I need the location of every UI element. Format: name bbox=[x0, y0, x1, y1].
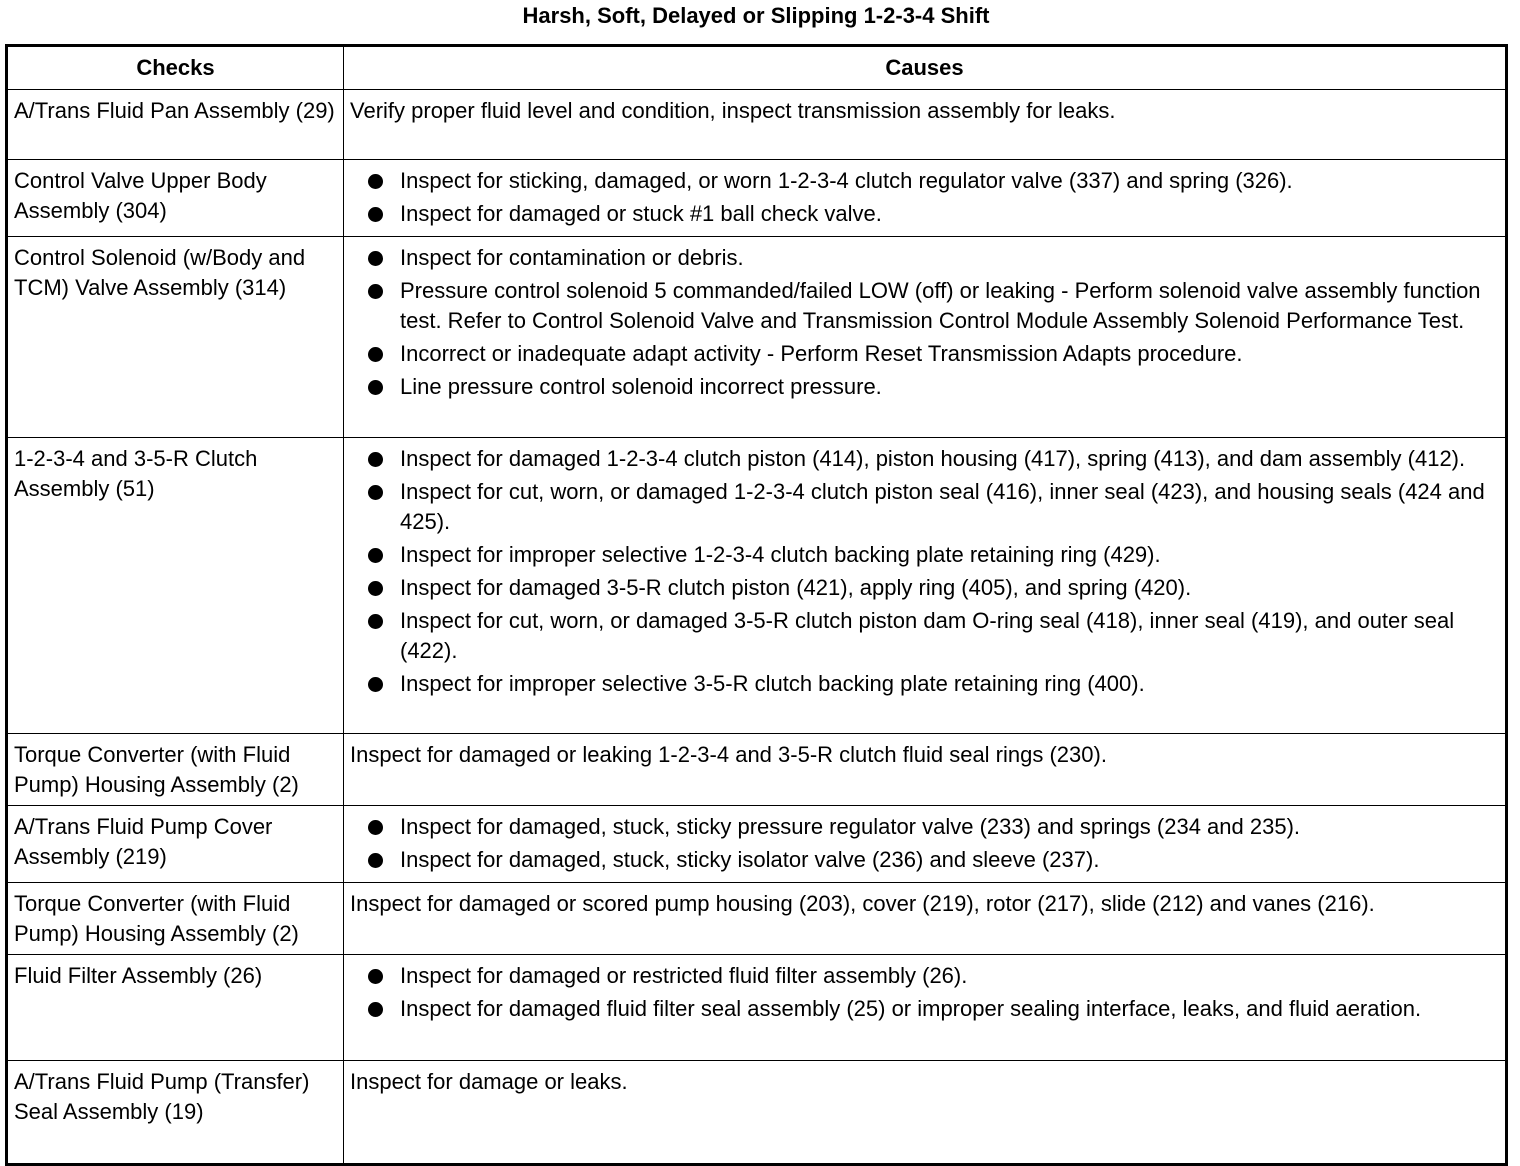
bullet-icon bbox=[368, 1002, 383, 1017]
cause-item bbox=[350, 166, 1499, 196]
causes-list bbox=[350, 243, 1499, 402]
bullet-icon bbox=[368, 485, 383, 500]
check-cell: Control Valve Upper Body Assembly (304) bbox=[7, 160, 344, 237]
cause-text: Inspect for cut, worn, or damaged 1-2-3-4 clutch piston seal (416), inner seal (423), and housing seals (424 and 425). bbox=[400, 479, 1485, 534]
bullet-icon bbox=[368, 548, 383, 563]
cause-text: Inspect for damaged or restricted fluid filter assembly (26). bbox=[400, 963, 968, 988]
cause-text: Inspect for damaged 1-2-3-4 clutch piston (414), piston housing (417), spring (413), and dam assembly (412). bbox=[400, 446, 1466, 471]
bullet-icon bbox=[368, 207, 383, 222]
cause-text: Inspect for improper selective 1-2-3-4 clutch backing plate retaining ring (429). bbox=[400, 542, 1161, 567]
cause-item bbox=[350, 276, 1499, 336]
column-header-checks: Checks bbox=[7, 46, 344, 90]
bullet-icon bbox=[368, 380, 383, 395]
bullet-icon bbox=[368, 347, 383, 362]
table-row bbox=[7, 734, 1507, 806]
causes-cell bbox=[344, 806, 1507, 883]
cause-text: Line pressure control solenoid incorrect pressure. bbox=[400, 374, 882, 399]
bullet-icon bbox=[368, 677, 383, 692]
bullet-icon bbox=[368, 853, 383, 868]
causes-list bbox=[350, 444, 1499, 699]
causes-cell bbox=[344, 955, 1507, 1061]
cause-item bbox=[350, 812, 1499, 842]
check-cell: Fluid Filter Assembly (26) bbox=[7, 955, 344, 1061]
check-cell: Torque Converter (with Fluid Pump) Housing Assembly (2) bbox=[7, 734, 344, 806]
cause-item bbox=[350, 994, 1499, 1024]
check-cell: Torque Converter (with Fluid Pump) Housing Assembly (2) bbox=[7, 883, 344, 955]
cause-text: Inspect for cut, worn, or damaged 3-5-R clutch piston dam O-ring seal (418), inner seal (419), and outer seal (422). bbox=[400, 608, 1455, 663]
cause-text: Inspect for damaged or stuck #1 ball check valve. bbox=[400, 201, 882, 226]
table-row bbox=[7, 955, 1507, 1061]
cause-text: Inspect for damaged, stuck, sticky isolator valve (236) and sleeve (237). bbox=[400, 847, 1100, 872]
cause-text: Inspect for damaged fluid filter seal assembly (25) or improper sealing interface, leaks, and fluid aeration. bbox=[400, 996, 1422, 1021]
cause-item bbox=[350, 444, 1499, 474]
cause-item bbox=[350, 573, 1499, 603]
bullet-icon bbox=[368, 284, 383, 299]
check-cell: A/Trans Fluid Pump Cover Assembly (219) bbox=[7, 806, 344, 883]
cause-text: Inspect for damaged 3-5-R clutch piston (421), apply ring (405), and spring (420). bbox=[400, 575, 1192, 600]
cause-text: Inspect for damaged, stuck, sticky pressure regulator valve (233) and springs (234 and 235). bbox=[400, 814, 1301, 839]
cause-text: Inspect for contamination or debris. bbox=[400, 245, 744, 270]
cause-item bbox=[350, 961, 1499, 991]
table-row bbox=[7, 1061, 1507, 1165]
check-cell: A/Trans Fluid Pan Assembly (29) bbox=[7, 90, 344, 160]
cause-item bbox=[350, 606, 1499, 666]
bullet-icon bbox=[368, 452, 383, 467]
causes-list bbox=[350, 166, 1499, 229]
table-row bbox=[7, 806, 1507, 883]
column-header-causes: Causes bbox=[344, 46, 1507, 90]
cause-text: Inspect for sticking, damaged, or worn 1-2-3-4 clutch regulator valve (337) and spring (326). bbox=[400, 168, 1293, 193]
cause-item bbox=[350, 199, 1499, 229]
cause-text: Inspect for improper selective 3-5-R clutch backing plate retaining ring (400). bbox=[400, 671, 1145, 696]
cause-item bbox=[350, 339, 1499, 369]
cause-item bbox=[350, 540, 1499, 570]
causes-cell bbox=[344, 237, 1507, 438]
bullet-icon bbox=[368, 614, 383, 629]
table-header-row bbox=[7, 46, 1507, 90]
table-row bbox=[7, 90, 1507, 160]
causes-cell bbox=[344, 438, 1507, 734]
bullet-icon bbox=[368, 820, 383, 835]
bullet-icon bbox=[368, 251, 383, 266]
causes-list bbox=[350, 812, 1499, 875]
diagnostic-table bbox=[5, 44, 1508, 1166]
cause-item bbox=[350, 243, 1499, 273]
causes-cell bbox=[344, 160, 1507, 237]
cause-item bbox=[350, 372, 1499, 402]
causes-cell: Inspect for damage or leaks. bbox=[344, 1061, 1507, 1165]
check-cell: 1-2-3-4 and 3-5-R Clutch Assembly (51) bbox=[7, 438, 344, 734]
bullet-icon bbox=[368, 969, 383, 984]
causes-cell: Verify proper fluid level and condition, inspect transmission assembly for leaks. bbox=[344, 90, 1507, 160]
cause-item bbox=[350, 845, 1499, 875]
bullet-icon bbox=[368, 581, 383, 596]
cause-item bbox=[350, 669, 1499, 699]
check-cell: A/Trans Fluid Pump (Transfer) Seal Assembly (19) bbox=[7, 1061, 344, 1165]
page-title: Harsh, Soft, Delayed or Slipping 1-2-3-4 Shift bbox=[522, 3, 990, 28]
causes-cell: Inspect for damaged or scored pump housing (203), cover (219), rotor (217), slide (212) and vanes (216). bbox=[344, 883, 1507, 955]
table-row bbox=[7, 438, 1507, 734]
table-row bbox=[7, 160, 1507, 237]
table-row bbox=[7, 883, 1507, 955]
causes-list bbox=[350, 961, 1499, 1024]
bullet-icon bbox=[368, 174, 383, 189]
causes-cell: Inspect for damaged or leaking 1-2-3-4 and 3-5-R clutch fluid seal rings (230). bbox=[344, 734, 1507, 806]
cause-text: Pressure control solenoid 5 commanded/failed LOW (off) or leaking - Perform solenoid valve assembly function test. Refer to Control Solenoid Valve and Transmission Control Module Assembly Solenoid Performance Test. bbox=[400, 278, 1481, 333]
cause-text: Incorrect or inadequate adapt activity - Perform Reset Transmission Adapts procedure. bbox=[400, 341, 1243, 366]
table-row bbox=[7, 237, 1507, 438]
cause-item bbox=[350, 477, 1499, 537]
check-cell: Control Solenoid (w/Body and TCM) Valve Assembly (314) bbox=[7, 237, 344, 438]
